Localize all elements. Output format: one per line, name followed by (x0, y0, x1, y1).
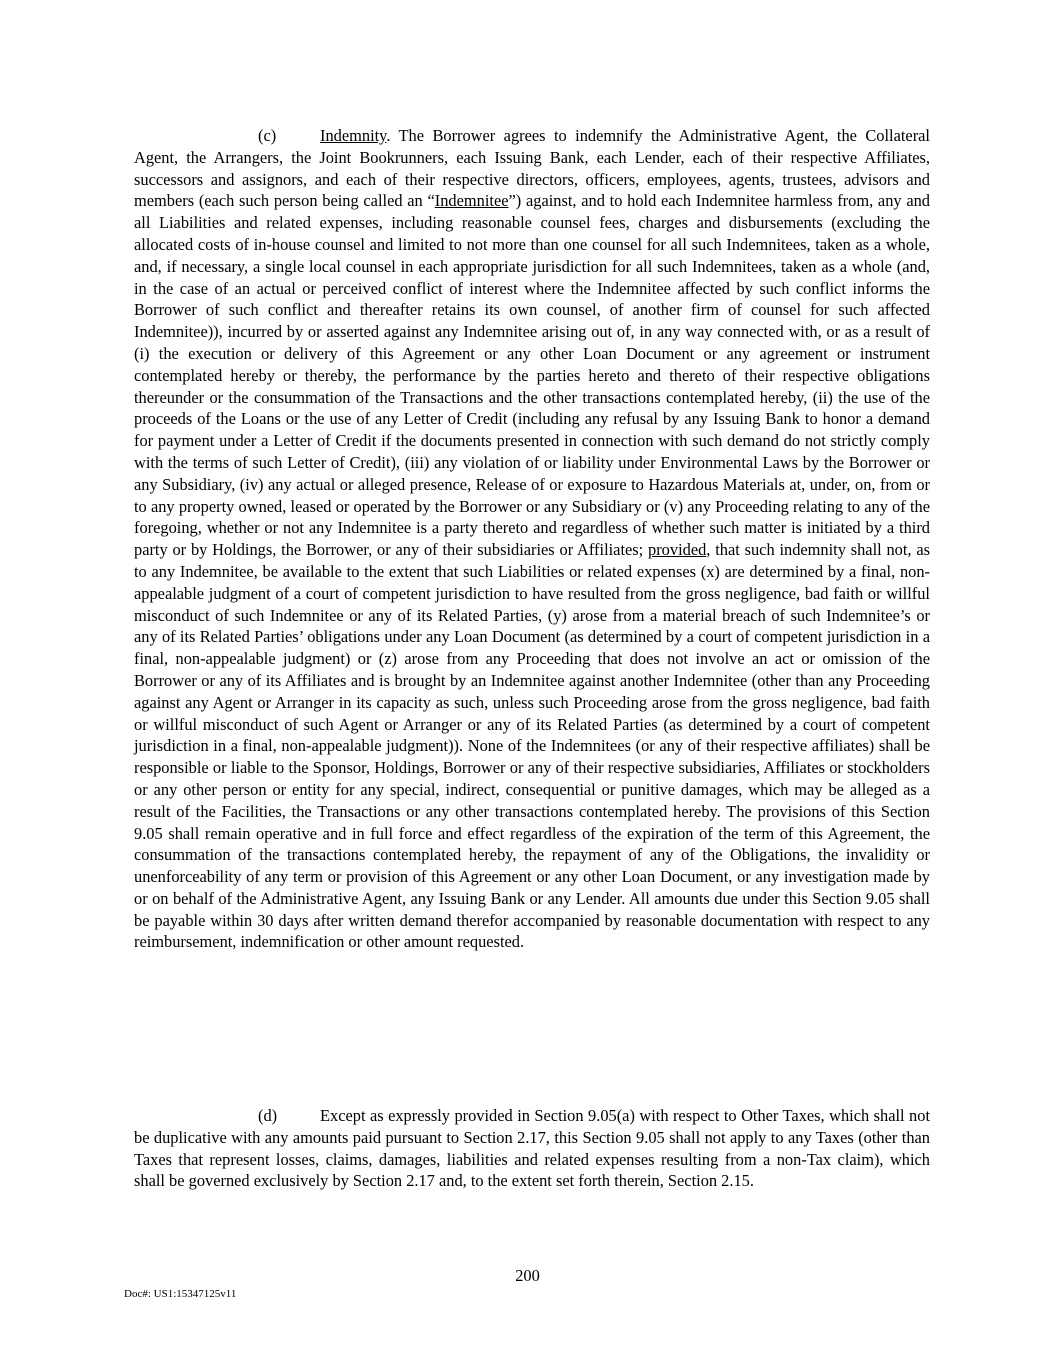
paragraph-d-taxes (134, 1105, 930, 1192)
indemnity-heading: Indemnity (320, 126, 387, 145)
provided-term: provided (648, 540, 707, 560)
page-number: 200 (515, 1266, 540, 1285)
paragraph-d-text: Except as expressly provided in Section 9.05(a) with respect to Other Taxes, which shall not be duplicative with any amounts paid pursuant to Section 2.17, this Section 9.05 shall not apply to any Taxes (other than Taxes that represent losses, claims, damages, liabilities and related expenses resulting from a non-Tax claim), which shall be governed exclusively by Section 2.17 and, to the extent set forth therein, Section 2.15. (134, 1106, 930, 1191)
indemnitee-defined-term: Indemnitee (434, 191, 509, 211)
paragraph-c-text-1: . The Borrower agrees to indemnify the Administrative Agent, the Collateral Agent, the Arrangers, the Joint Bookrunners, each Issuing Bank, each Lender, each of their respective Affiliates, successors and assignors, and each of their respective directors, officers, employees, agents, trustees, advisors and members (each such person being called an “ (134, 126, 930, 211)
paragraph-d-marker: (d) (258, 1106, 278, 1125)
paragraph-c-text-2: ”) against, and to hold each Indemnitee harmless from, any and all Liabilities and related expenses, including reasonable counsel fees, charges and disbursements (excluding the allocated costs of in-house counsel and limited to not more than one counsel for all such Indemnitees, taken as a whole, and, if necessary, a single local counsel in each appropriate jurisdiction for all such Indemnitees, taken as a whole (and, in the case of an actual or perceived conflict of interest where the Indemnitee affected by such conflict informs the Borrower of such conflict and thereafter retains its own counsel, of another firm of counsel for such affected Indemnitee)), incurred by or asserted against any Indemnitee arising out of, in any way connected with, or as a result of (i) the execution or delivery of this Agreement or any other Loan Document or any agreement or instrument contemplated hereby or thereby, the performance by the parties hereto and thereto of their respective obligations thereunder or the consummation of the Transactions and the other transactions contemplated hereby, (ii) the use of the proceeds of the Loans or the use of any Letter of Credit (including any refusal by any Issuing Bank to honor a demand for payment under a Letter of Credit if the documents presented in connection with such demand do not strictly comply with the terms of such Letter of Credit), (iii) any violation of or liability under Environmental Laws by the Borrower or any Subsidiary, (iv) any actual or alleged presence, Release of or exposure to Hazardous Materials at, under, on, from or to any property owned, leased or operated by the Borrower or any Subsidiary or (v) any Proceeding relating to any of the foregoing, whether or not any Indemnitee is a party thereto and regardless of whether such matter is initiated by a third party or by Holdings, the Borrower, or any of their subsidiaries or Affiliates; (134, 191, 930, 560)
paragraph-c-indemnity (134, 125, 930, 953)
document-id: Doc#: US1:15347125v11 (124, 1288, 237, 1300)
paragraph-c-marker: (c) (258, 126, 277, 145)
paragraph-c-text-3: , that such indemnity shall not, as to any Indemnitee, be available to the extent that such Liabilities or related expenses (x) are determined by a final, non-appealable judgment of a court of competent jurisdiction to have resulted from the gross negligence, bad faith or willful misconduct of such Indemnitee or any of its Related Parties, (y) arose from a material breach of such Indemnitee’s or any of its Related Parties’ obligations under any Loan Document (as determined by a court of competent jurisdiction in a final, non-appealable judgment) or (z) arose from any Proceeding that does not involve an act or omission of the Borrower or any of its Affiliates and is brought by an Indemnitee against another Indemnitee (other than any Proceeding against any Agent or Arranger in its capacity as such, unless such Proceeding arose from the gross negligence, bad faith or willful misconduct of such Agent or Arranger or any of its Related Parties (as determined by a court of competent jurisdiction in a final, non-appealable judgment)). None of the Indemnitees (or any of their respective affiliates) shall be responsible or liable to the Sponsor, Holdings, Borrower or any of their respective subsidiaries, Affiliates or stockholders or any other person or entity for any special, indirect, consequential or punitive damages, which may be alleged as a result of the Facilities, the Transactions or any other transactions contemplated hereby. The provisions of this Section 9.05 shall remain operative and in full force and effect regardless of the expiration of the term of this Agreement, the consummation of the transactions contemplated hereby, the repayment of any of the Obligations, the invalidity or unenforceability of any term or provision of this Agreement or any other Loan Document, or any investigation made by or on behalf of the Administrative Agent, any Issuing Bank or any Lender. All amounts due under this Section 9.05 shall be payable within 30 days after written demand therefor accompanied by reasonable documentation with respect to any reimbursement, indemnification or other amount requested. (134, 540, 930, 952)
